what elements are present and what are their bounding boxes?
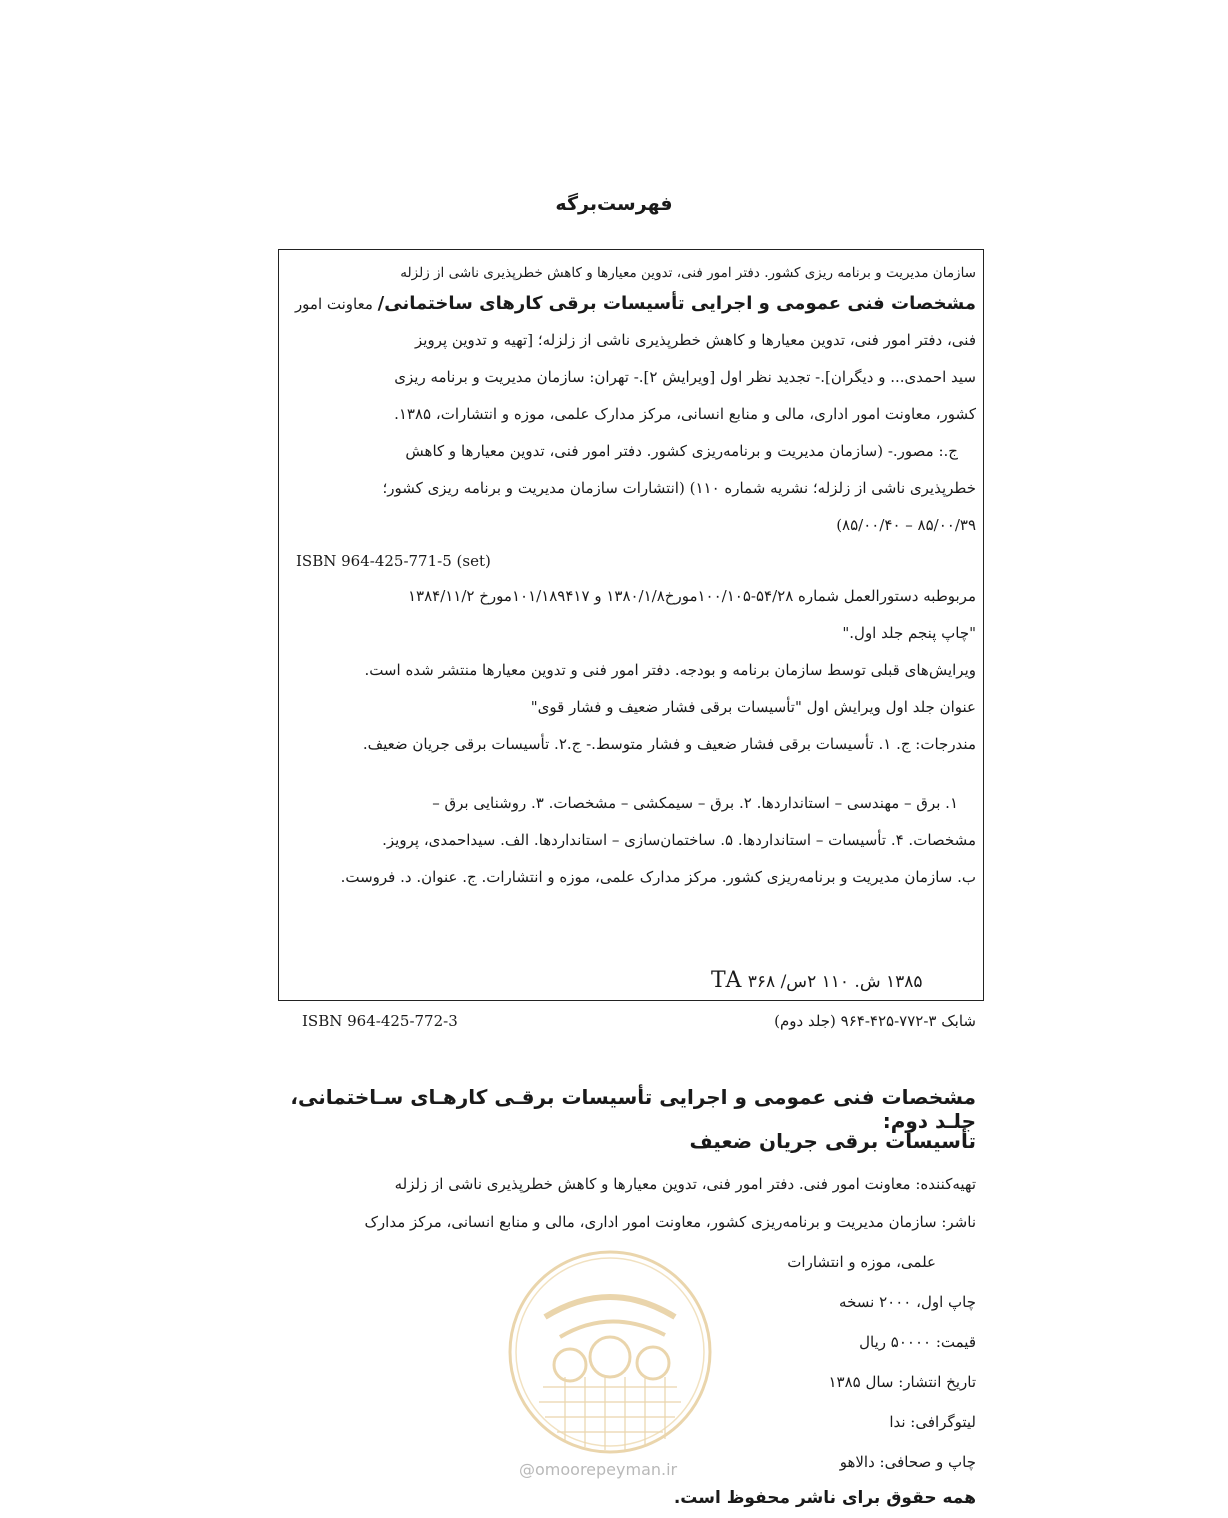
- catalog-line: ج.: مصور.- (سازمان مدیریت و برنامه‌ریزی کشور. دفتر امور فنی، تدوین معیارها و کاهش: [405, 442, 958, 460]
- catalog-line: سید احمدی... و دیگران].- تجدید نظر اول [ویرایش ۲].- تهران: سازمان مدیریت و برنامه ریزی: [394, 368, 976, 386]
- publisher-line-2: علمی، موزه و انتشارات: [787, 1253, 936, 1271]
- catalog-card: [278, 249, 984, 1001]
- catalog-line: مندرجات: ج. ۱. تأسیسات برقی فشار ضعیف و فشار متوسط.- ج.۲. تأسیسات برقی جریان ضعیف.: [362, 735, 976, 753]
- publisher-stamp-seal: [505, 1247, 715, 1457]
- isbn-persian: شابک ۳-۷۷۲-۴۲۵-۹۶۴ (جلد دوم): [774, 1012, 976, 1030]
- catalog-author-line: سازمان مدیریت و برنامه ریزی کشور. دفتر امور فنی، تدوین معیارها و کاهش خطرپذیری ناشی از زلزله: [400, 265, 976, 281]
- catalog-line: مربوطبه دستورالعمل شماره ۵۴/۲۸-۱۰۰/۱۰۵مورخ۱۳۸۰/۱/۸ و ۱۰۱/۱۸۹۴۱۷مورخ ۱۳۸۴/۱۱/۲: [407, 587, 976, 605]
- printing: چاپ و صحافی: دالاهو: [839, 1453, 976, 1471]
- book-title-line-1: مشخصات فنی عمومی و اجرایی تأسیسات برقـی کارهـای سـاختمانی، جلـد دوم:: [290, 1085, 976, 1133]
- catalog-title-bold: مشخصات فنی عمومی و اجرایی تأسیسات برقی کارهای ساختمانی/: [377, 293, 976, 314]
- catalog-line: خطرپذیری ناشی از زلزله؛ نشریه شماره ۱۱۰) (انتشارات سازمان مدیریت و برنامه ریزی کشور؛: [382, 479, 976, 497]
- catalog-subject-line: ۱. برق – مهندسی – استانداردها. ۲. برق – سیمکشی – مشخصات. ۳. روشنایی برق –: [432, 794, 958, 812]
- page-heading: فهرست‌برگه: [555, 193, 673, 215]
- rights-statement: همه حقوق برای ناشر محفوظ است.: [673, 1488, 976, 1508]
- lithography: لیتوگرافی: ندا: [889, 1413, 976, 1431]
- book-title-line-2: تأسیسات برقی جریان ضعیف: [689, 1129, 976, 1153]
- publish-date: تاریخ انتشار: سال ۱۳۸۵: [828, 1373, 976, 1391]
- catalog-card-body: [296, 260, 976, 896]
- call-number: [705, 968, 923, 993]
- site-watermark: @omoorepeyman.ir: [519, 1460, 678, 1479]
- preparer: تهیه‌کننده: معاونت امور فنی. دفتر امور فنی، تدوین معیارها و کاهش خطرپذیری ناشی از زلزله: [394, 1175, 976, 1193]
- price: قیمت: ۵۰۰۰۰ ریال: [859, 1333, 976, 1351]
- catalog-line: کشور، معاونت امور اداری، مالی و منابع انسانی، مرکز مدارک علمی، موزه و انتشارات، ۱۳۸۵.: [394, 405, 976, 423]
- catalog-title-rest: معاونت امور: [294, 295, 378, 313]
- publisher-line-1: ناشر: سازمان مدیریت و برنامه‌ریزی کشور، معاونت امور اداری، مالی و منابع انسانی، مرکز مدارک: [364, 1213, 976, 1231]
- catalog-line: ویرایش‌های قبلی توسط سازمان برنامه و بودجه. دفتر امور فنی و تدوین معیارها منتشر شده است.: [364, 661, 976, 679]
- catalog-subject-line: ب. سازمان مدیریت و برنامه‌ریزی کشور. مرکز مدارک علمی، موزه و انتشارات. ج. عنوان. د. فروست.: [340, 868, 976, 886]
- catalog-line: فنی، دفتر امور فنی، تدوین معیارها و کاهش خطرپذیری ناشی از زلزله؛ [تهیه و تدوین پرویز: [415, 331, 976, 349]
- call-number-class: TA: [711, 968, 743, 993]
- catalog-line: ۸۵/۰۰/۳۹ – ۸۵/۰۰/۴۰): [836, 516, 976, 534]
- isbn-latin: ISBN 964-425-772-3: [302, 1012, 458, 1030]
- catalog-line: "چاپ پنجم جلد اول.": [842, 624, 976, 642]
- edition: چاپ اول، ۲۰۰۰ نسخه: [839, 1293, 976, 1311]
- catalog-title-line: [296, 286, 976, 322]
- isbn-set: ISBN 964-425-771-5 (set): [296, 552, 491, 570]
- catalog-subject-line: مشخصات. ۴. تأسیسات – استانداردها. ۵. ساختمان‌سازی – استانداردها. الف. سیداحمدی، پرویز.: [382, 831, 976, 849]
- catalog-line: عنوان جلد اول ویرایش اول "تأسیسات برقی فشار ضعیف و فشار قوی": [530, 698, 976, 716]
- call-number-text: ۱۳۸۵ ش. ۱۱۰ ۲س/ ۳۶۸: [747, 972, 923, 992]
